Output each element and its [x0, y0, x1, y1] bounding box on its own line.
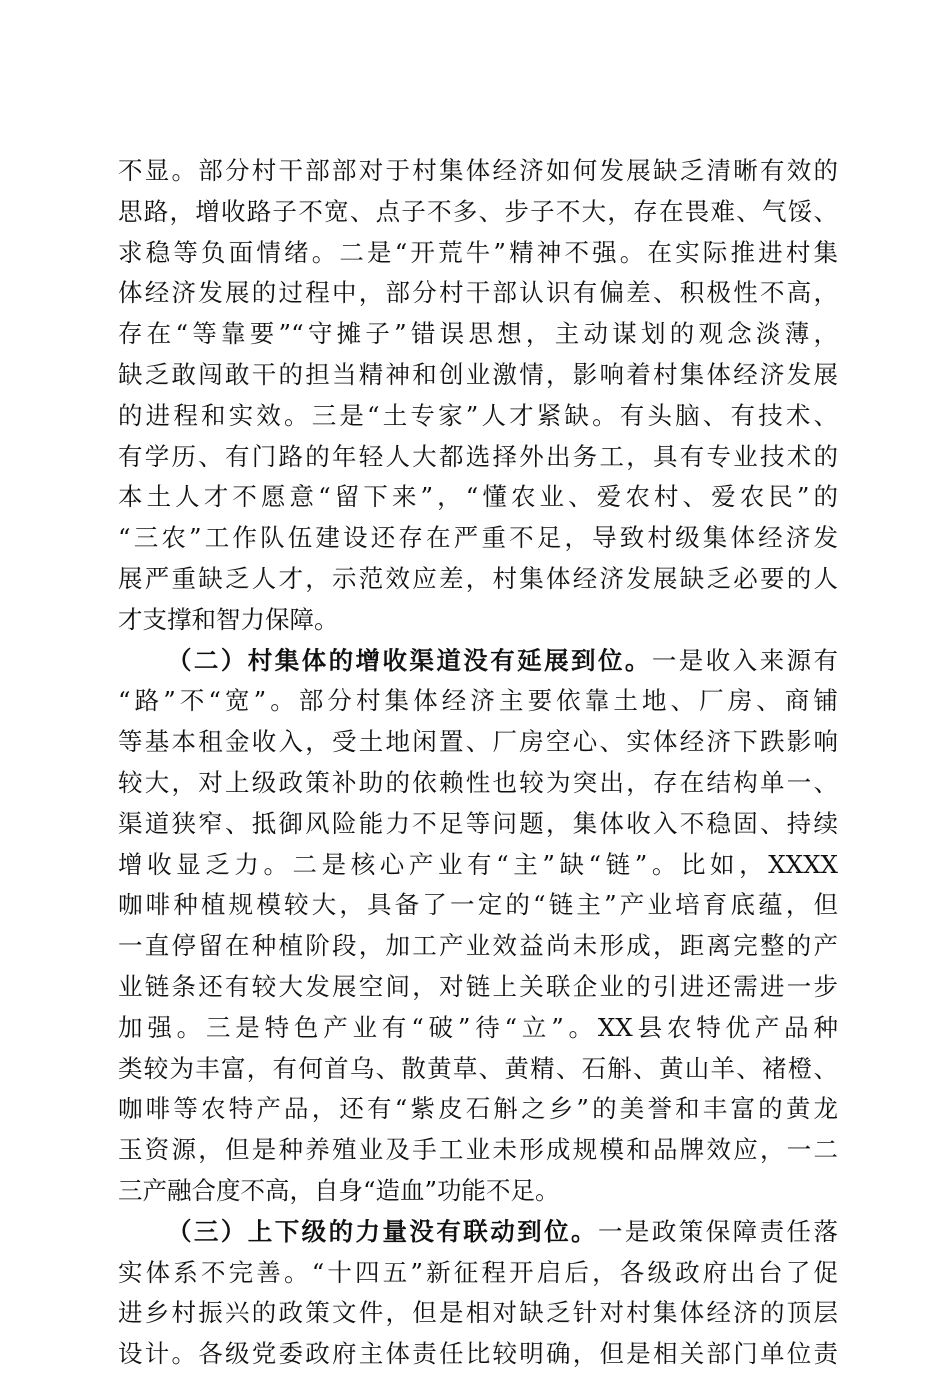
text-line	[118, 518, 838, 559]
line-text: 类较为丰富，有何首乌、散黄草、黄精、石斛、黄山羊、褚橙、	[118, 1053, 838, 1083]
text-line	[118, 1293, 838, 1334]
line-text: 一是收入来源有	[651, 645, 838, 675]
line-text: 的进程和实效。三是“土专家”人才紧缺。有头脑、有技术、	[118, 400, 838, 430]
text-line	[118, 1008, 838, 1049]
text-line	[118, 681, 838, 722]
text-line	[118, 1089, 838, 1130]
line-text: 进乡村振兴的政策文件，但是相对缺乏针对村集体经济的顶层	[118, 1298, 838, 1328]
line-text: 体经济发展的过程中，部分村干部认识有偏差、积极性不高，	[118, 278, 838, 308]
line-text: 存在“等靠要”“守摊子”错误思想，主动谋划的观念淡薄，	[118, 319, 838, 349]
line-text: 三产融合度不高，自身“造血”功能不足。	[118, 1175, 560, 1205]
text-line	[118, 763, 838, 804]
text-line	[118, 151, 838, 192]
line-text: 思路，增收路子不宽、点子不多、步子不大，存在畏难、气馁、	[118, 196, 838, 226]
line-text: 展严重缺乏人才，示范效应差，村集体经济发展缺乏必要的人	[118, 563, 838, 593]
line-text: 求稳等负面情绪。二是“开荒牛”精神不强。在实际推进村集	[118, 237, 838, 267]
text-line	[118, 845, 838, 886]
text-line	[118, 600, 838, 641]
text-line	[118, 314, 838, 355]
text-line	[118, 477, 838, 518]
text-line	[118, 641, 838, 682]
line-text: 一直停留在种植阶段，加工产业效益尚未形成，距离完整的产	[118, 931, 838, 961]
text-line	[118, 192, 838, 233]
line-text: 一是政策保障责任落	[598, 1216, 838, 1246]
line-text: 才支撑和智力保障。	[118, 604, 339, 634]
line-text: 不显。部分村干部部对于村集体经济如何发展缺乏清晰有效的	[118, 156, 838, 185]
line-text: “路”不“宽”。部分村集体经济主要依靠土地、厂房、商铺	[118, 686, 838, 716]
text-line	[118, 885, 838, 926]
line-text: 加强。三是特色产业有“破”待“立”。XX县农特优产品种	[118, 1012, 838, 1042]
text-line	[118, 559, 838, 600]
line-text: 咖啡种植规模较大，具备了一定的“链主”产业培育底蕴，但	[118, 890, 838, 920]
text-line	[118, 233, 838, 274]
text-line	[118, 804, 838, 845]
line-text: 业链条还有较大发展空间，对链上关联企业的引进还需进一步	[118, 971, 838, 1001]
line-text: 设计。各级党委政府主体责任比较明确，但是相关部门单位责	[118, 1339, 838, 1369]
text-line	[118, 722, 838, 763]
line-text: “三农”工作队伍建设还存在严重不足，导致村级集体经济发	[118, 523, 838, 553]
text-line	[118, 1130, 838, 1171]
section-heading: （三）上下级的力量没有联动到位。	[167, 1216, 598, 1246]
line-text: 有学历、有门路的年轻人大都选择外出务工，具有专业技术的	[118, 441, 838, 471]
text-line	[118, 273, 838, 314]
text-line	[118, 1334, 838, 1375]
text-line	[118, 1171, 838, 1212]
section-heading: （二）村集体的增收渠道没有延展到位。	[167, 645, 652, 675]
text-line	[118, 355, 838, 396]
line-text: 实体系不完善。“十四五”新征程开启后，各级政府出台了促	[118, 1257, 838, 1287]
text-line	[118, 396, 838, 437]
text-line	[118, 1212, 838, 1253]
line-text: 渠道狭窄、抵御风险能力不足等问题，集体收入不稳固、持续	[118, 808, 838, 838]
line-text: 较大，对上级政策补助的依赖性也较为突出，存在结构单一、	[118, 767, 838, 797]
text-line	[118, 967, 838, 1008]
line-text: 等基本租金收入，受土地闲置、厂房空心、实体经济下跌影响	[118, 727, 838, 757]
text-line	[118, 1253, 838, 1294]
line-text: 增收显乏力。二是核心产业有“主”缺“链”。比如，XXXX	[118, 849, 838, 879]
text-line	[118, 926, 838, 967]
text-line	[118, 1049, 838, 1090]
line-text: 咖啡等农特产品，还有“紫皮石斛之乡”的美誉和丰富的黄龙	[118, 1094, 838, 1124]
document-body-text	[118, 151, 838, 1375]
line-text: 缺乏敢闯敢干的担当精神和创业激情，影响着村集体经济发展	[118, 359, 838, 389]
text-line	[118, 437, 838, 478]
line-text: 本土人才不愿意“留下来”，“懂农业、爱农村、爱农民”的	[118, 482, 838, 512]
line-text: 玉资源，但是种养殖业及手工业未形成规模和品牌效应，一二	[118, 1135, 838, 1165]
